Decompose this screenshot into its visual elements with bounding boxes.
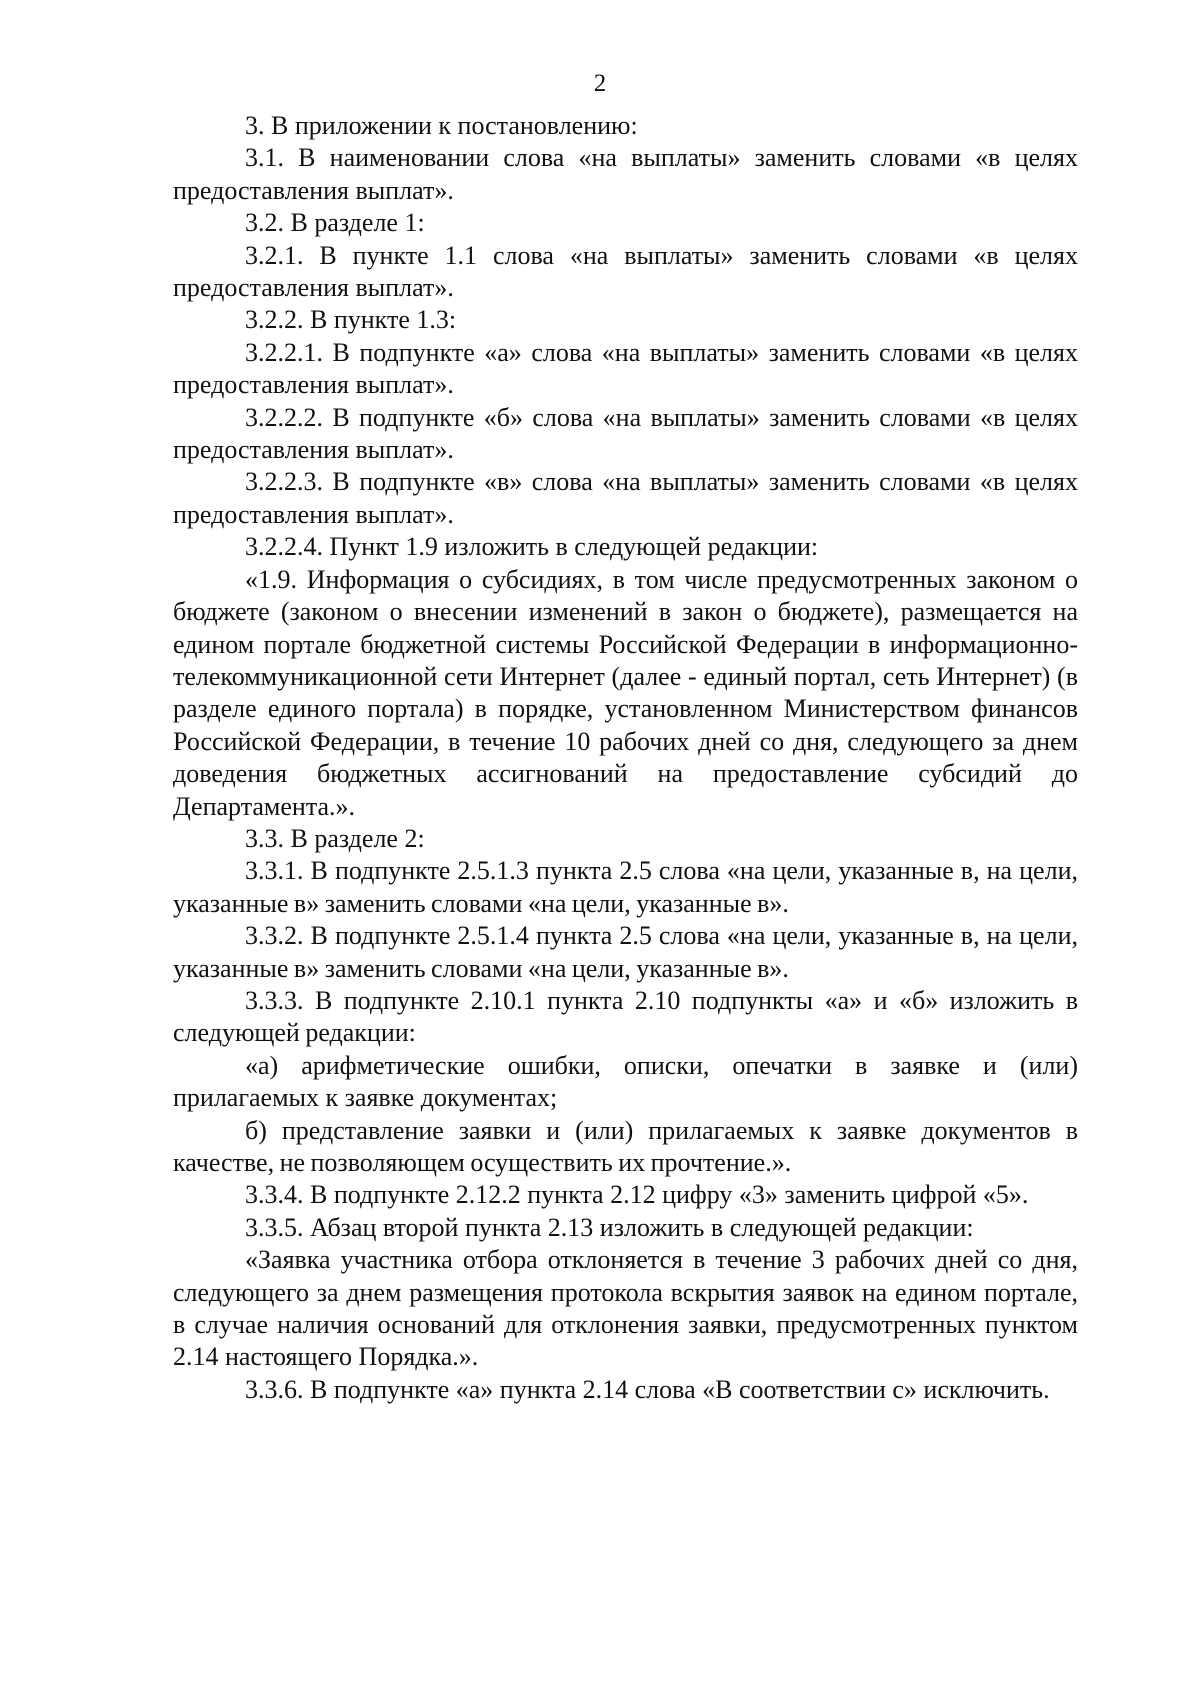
paragraph-3-2-2-4: 3.2.2.4. Пункт 1.9 изложить в следующей редакции: [245,532,819,562]
paragraph-3-2-2-3: 3.2.2.3. В подпункте «в» слова «на выплаты» заменить словами «в целях предоставления выплат». [173,467,1078,529]
quoted-clause-1-9: «1.9. Информация о субсидиях, в том числе предусмотренных законом о бюджете (законом о внесении изменений в закон о бюджете), размещается на едином портале бюджетной системы Российской Федерации в информационно-телекоммуникационной сети Интернет (далее - единый портал, сеть Интернет) (в разделе единого портала) в порядке, установленном Министерством финансов Российской Федерации, в течение 10 рабочих дней со дня, следующего за днем доведения бюджетных ассигнований на предоставление субсидий до Департамента.». [173,564,1078,821]
paragraph-3-3-6: 3.3.6. В подпункте «а» пункта 2.14 слова «В соответствии с» исключить. [245,1374,1050,1404]
paragraph-3-2-1: 3.2.1. В пункте 1.1 слова «на выплаты» заменить словами «в целях предоставления выплат». [173,240,1078,303]
quoted-subclause-b: б) представление заявки и (или) прилагаемых к заявке документов в качестве, не позволяющем осуществить их прочтение.». [173,1115,1078,1177]
paragraph-3-3-4: 3.3.4. В подпункте 2.12.2 пункта 2.12 цифру «3» заменить цифрой «5». [245,1180,1029,1210]
paragraph-3-3-3: 3.3.3. В подпункте 2.10.1 пункта 2.10 подпункты «а» и «б» изложить в следующей редакции: [173,985,1078,1048]
paragraph-3-2-2-2: 3.2.2.2. В подпункте «б» слова «на выплаты» заменить словами «в целях предоставления выплат». [173,402,1078,465]
paragraph-3-1: 3.1. В наименовании слова «на выплаты» заменить словами «в целях предоставления выплат». [173,143,1078,205]
paragraph-3-3-2: 3.3.2. В подпункте 2.5.1.4 пункта 2.5 слова «на цели, указанные в, на цели, указанные в» заменить словами «на цели, указанные в». [173,921,1078,983]
paragraph-3-2-2-1: 3.2.2.1. В подпункте «а» слова «на выплаты» заменить словами «в целях предоставления выплат». [173,337,1078,400]
page-number: 2 [593,70,607,97]
document-body [173,110,1078,1406]
paragraph-3-3-1: 3.3.1. В подпункте 2.5.1.3 пункта 2.5 слова «на цели, указанные в, на цели, указанные в» заменить словами «на цели, указанные в». [173,856,1078,918]
paragraph-3-3: 3.3. В разделе 2: [245,823,425,853]
paragraph-3-3-5: 3.3.5. Абзац второй пункта 2.13 изложить в следующей редакции: [245,1212,974,1242]
paragraph-3-2: 3.2. В разделе 1: [245,208,425,238]
quoted-paragraph-2-13: «Заявка участника отбора отклоняется в течение 3 рабочих дней со дня, следующего за днем размещения протокола вскрытия заявок на едином портале, в случае наличия оснований для отклонения заявки, предусмотренных пунктом 2.14 настоящего Порядка.». [173,1245,1078,1372]
paragraph-3-2-2: 3.2.2. В пункте 1.3: [245,305,457,335]
quoted-subclause-a: «а) арифметические ошибки, описки, опечатки в заявке и (или) прилагаемых к заявке документах; [173,1050,1078,1113]
paragraph-3: 3. В приложении к постановлению: [245,111,638,140]
